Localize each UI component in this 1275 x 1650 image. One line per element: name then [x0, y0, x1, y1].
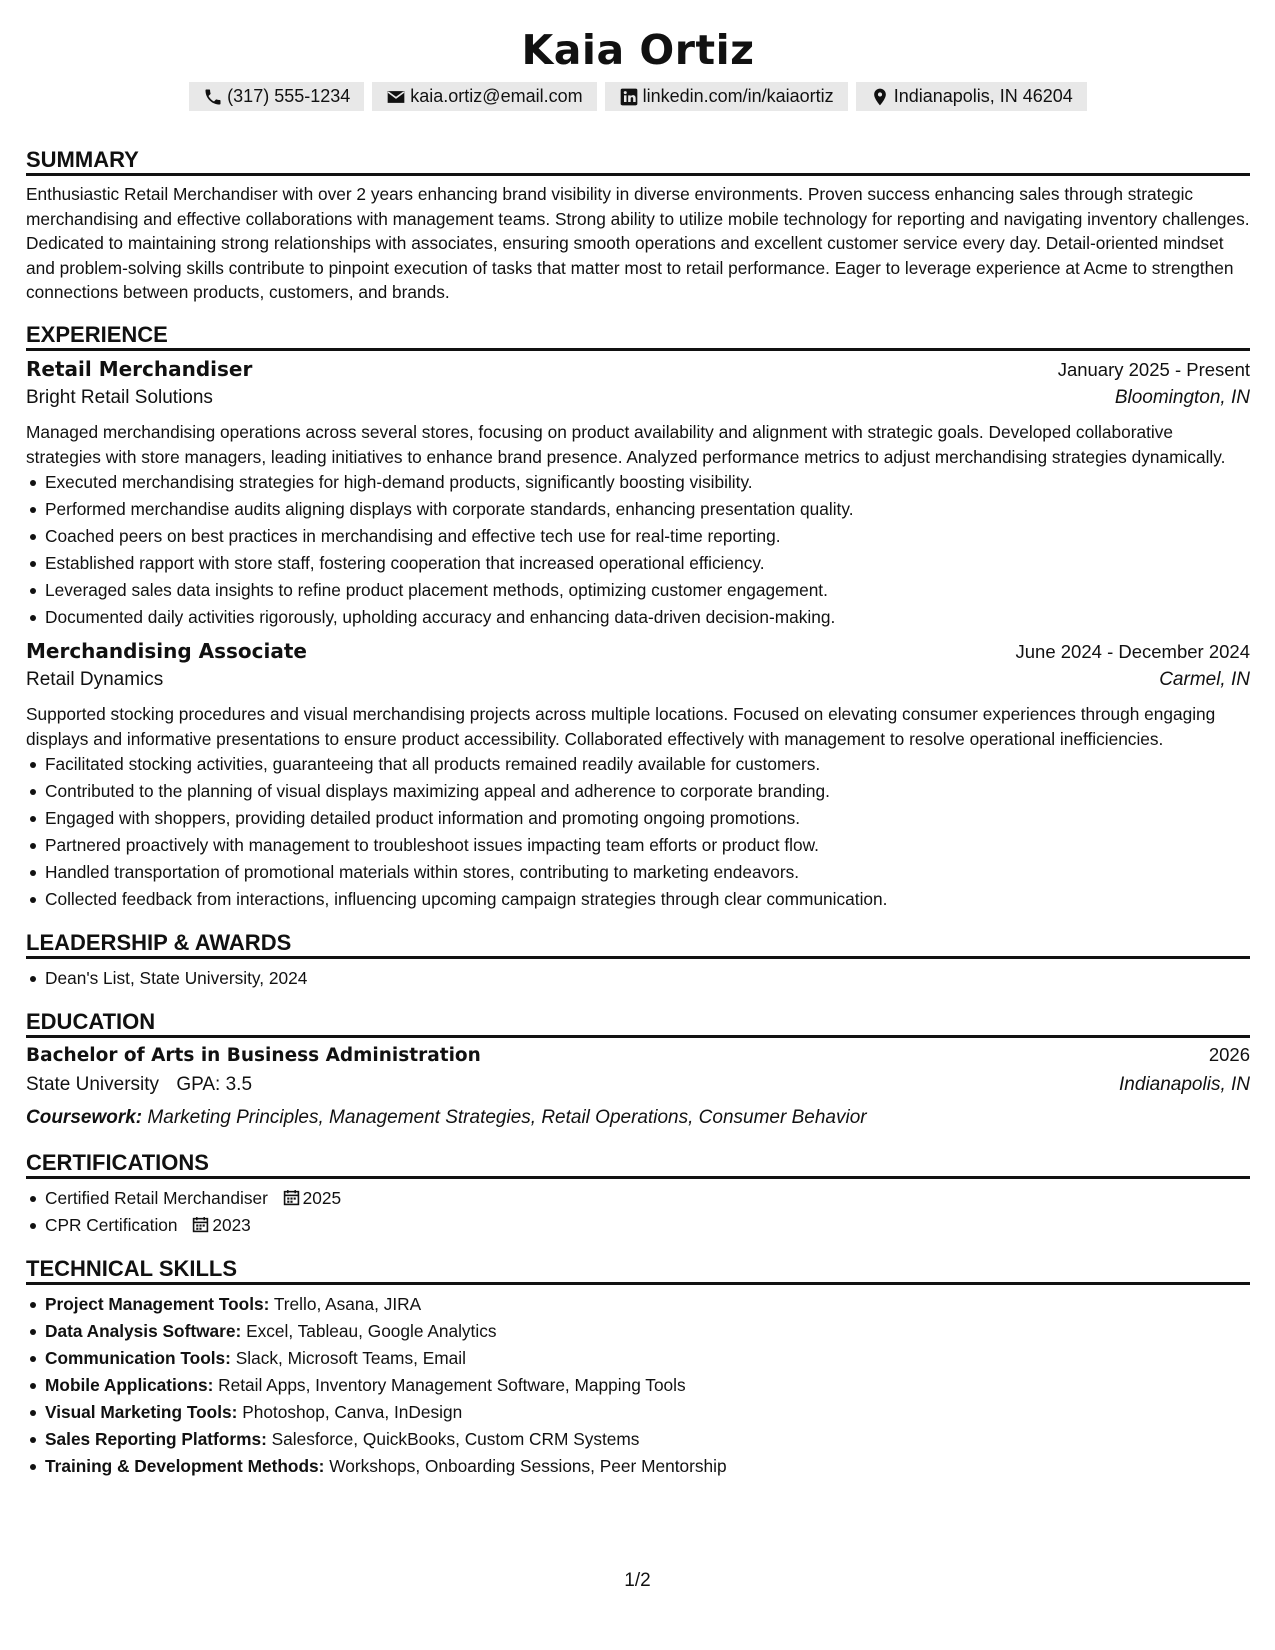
- location-text: Indianapolis, IN 46204: [893, 86, 1073, 106]
- skills-section: [26, 1253, 1250, 1480]
- list-item: [26, 1318, 1250, 1345]
- job-company: Bright Retail Solutions: [26, 386, 213, 408]
- envelope-icon: [386, 87, 406, 107]
- linkedin-chip[interactable]: [605, 82, 848, 111]
- list-item: Coached peers on best practices in merchandising and effective tech use for real-time reporting.: [26, 523, 1250, 550]
- linkedin-icon: [619, 87, 639, 107]
- linkedin-text: linkedin.com/in/kaiaortiz: [642, 86, 834, 106]
- skill-value: Retail Apps, Inventory Management Software, Mapping Tools: [218, 1375, 686, 1396]
- cert-name: CPR Certification: [45, 1215, 178, 1236]
- skill-value: Workshops, Onboarding Sessions, Peer Mentorship: [329, 1456, 727, 1477]
- list-item: Collected feedback from interactions, influencing upcoming campaign strategies through clear communication.: [26, 886, 1250, 913]
- job-dates: June 2024 - December 2024: [1015, 641, 1250, 663]
- email-chip[interactable]: [372, 82, 596, 111]
- skill-value: Excel, Tableau, Google Analytics: [246, 1321, 497, 1342]
- summary-section: [26, 144, 1250, 305]
- section-title: SUMMARY: [26, 144, 1250, 176]
- list-item: Engaged with shoppers, providing detailed product information and promoting ongoing promotions.: [26, 805, 1250, 832]
- skill-label: Data Analysis Software:: [45, 1321, 242, 1342]
- job-entry: [26, 357, 1250, 631]
- list-item: Handled transportation of promotional materials within stores, contributing to marketing endeavors.: [26, 859, 1250, 886]
- skill-label: Visual Marketing Tools:: [45, 1402, 238, 1423]
- list-item: Dean's List, State University, 2024: [26, 965, 1250, 992]
- location-chip: [856, 82, 1087, 111]
- list-item: [26, 1185, 1250, 1212]
- experience-section: [26, 319, 1250, 913]
- leadership-section: [26, 927, 1250, 992]
- list-item: [26, 1453, 1250, 1480]
- graduation-year: 2026: [1208, 1044, 1250, 1066]
- education-section: [26, 1006, 1250, 1129]
- skill-value: Slack, Microsoft Teams, Email: [235, 1348, 466, 1369]
- section-title: LEADERSHIP & AWARDS: [26, 927, 1250, 959]
- cert-year: 2023: [212, 1215, 251, 1236]
- leadership-list: [26, 965, 1250, 992]
- school-location: Indianapolis, IN: [1119, 1074, 1250, 1096]
- summary-text: Enthusiastic Retail Merchandiser with over 2 years enhancing brand visibility in diverse environments. Proven success enhancing sales through strategic merchandising and effective collaborations with management teams. Strong ability to utilize mobile technology for reporting and navigating inventory challenges. Dedicated to maintaining strong relationships with associates, ensuring smooth operations and excellent customer service every day. Detail-oriented mindset and problem-solving skills contribute to pinpoint execution of tasks that matter most to retail performance. Eager to leverage experience at Acme to strengthen connections between products, customers, and brands.: [26, 184, 1250, 303]
- list-item: Facilitated stocking activities, guaranteeing that all products remained readily available for customers.: [26, 751, 1250, 778]
- certifications-list: [26, 1185, 1250, 1239]
- job-role: Merchandising Associate: [26, 639, 307, 664]
- job-bullets: [26, 751, 1250, 913]
- job-company: Retail Dynamics: [26, 669, 164, 691]
- job-description: Supported stocking procedures and visual merchandising projects across multiple locations. Focused on elevating consumer experiences through engaging displays and informative presentations to ensure product accessibility. Collaborated effectively with management to resolve operational inefficiencies.: [26, 704, 1216, 749]
- list-item: Contributed to the planning of visual displays maximizing appeal and adherence to corporate branding.: [26, 778, 1250, 805]
- phone-chip: [189, 82, 364, 111]
- list-item: [26, 1399, 1250, 1426]
- section-title: CERTIFICATIONS: [26, 1147, 1250, 1179]
- coursework: [26, 1107, 1250, 1129]
- certifications-section: [26, 1147, 1250, 1239]
- list-item: [26, 1212, 1250, 1239]
- list-item: [26, 1426, 1250, 1453]
- list-item: Established rapport with store staff, fostering cooperation that increased operational efficiency.: [26, 550, 1250, 577]
- list-item: [26, 1291, 1250, 1318]
- list-item: Executed merchandising strategies for high-demand products, significantly boosting visibility.: [26, 469, 1250, 496]
- list-item: Documented daily activities rigorously, upholding accuracy and enhancing data-driven decision-making.: [26, 604, 1250, 631]
- school-name: State University: [26, 1074, 160, 1096]
- job-dates: January 2025 - Present: [1057, 358, 1250, 380]
- resume-page: [26, 0, 1250, 1480]
- skill-label: Training & Development Methods:: [45, 1456, 325, 1477]
- coursework-list: Marketing Principles, Management Strategies, Retail Operations, Consumer Behavior: [147, 1107, 867, 1129]
- job-location: Bloomington, IN: [1114, 386, 1250, 408]
- skill-value: Trello, Asana, JIRA: [273, 1294, 422, 1315]
- calendar-icon: [283, 1189, 300, 1206]
- skills-list: [26, 1291, 1250, 1480]
- coursework-label: Coursework:: [26, 1107, 143, 1129]
- contact-bar: [26, 82, 1250, 111]
- email-text: kaia.ortiz@email.com: [410, 86, 583, 106]
- list-item: [26, 1372, 1250, 1399]
- calendar-icon: [192, 1216, 209, 1233]
- skill-label: Sales Reporting Platforms:: [45, 1429, 267, 1450]
- phone-icon: [203, 87, 223, 107]
- section-title: EXPERIENCE: [26, 319, 1250, 351]
- map-pin-icon: [870, 87, 890, 107]
- skill-label: Project Management Tools:: [45, 1294, 270, 1315]
- skill-value: Salesforce, QuickBooks, Custom CRM Systems: [271, 1429, 640, 1450]
- page-number: 1/2: [624, 1570, 651, 1591]
- list-item: Performed merchandise audits aligning displays with corporate standards, enhancing presentation quality.: [26, 496, 1250, 523]
- list-item: Leveraged sales data insights to refine product placement methods, optimizing customer engagement.: [26, 577, 1250, 604]
- section-title: TECHNICAL SKILLS: [26, 1253, 1250, 1285]
- skill-label: Mobile Applications:: [45, 1375, 214, 1396]
- list-item: Partnered proactively with management to troubleshoot issues impacting team efforts or product flow.: [26, 832, 1250, 859]
- cert-year: 2025: [302, 1188, 342, 1209]
- job-entry: [26, 639, 1250, 913]
- candidate-name: Kaia Ortiz: [521, 26, 755, 74]
- phone-text: (317) 555-1234: [227, 86, 351, 106]
- skill-value: Photoshop, Canva, InDesign: [242, 1402, 463, 1423]
- skill-label: Communication Tools:: [45, 1348, 231, 1369]
- job-role: Retail Merchandiser: [26, 356, 253, 381]
- job-description: Managed merchandising operations across several stores, focusing on product availability and alignment with strategic goals. Developed collaborative strategies with store managers, leading initiatives to enhance brand presence. Analyzed performance metrics to adjust merchandising strategies dynamically.: [26, 421, 1226, 467]
- job-bullets: [26, 469, 1250, 631]
- degree: Bachelor of Arts in Business Administration: [26, 1045, 481, 1067]
- job-location: Carmel, IN: [1159, 669, 1250, 691]
- cert-name: Certified Retail Merchandiser: [45, 1188, 268, 1209]
- list-item: [26, 1345, 1250, 1372]
- section-title: EDUCATION: [26, 1006, 1250, 1038]
- gpa: GPA: 3.5: [176, 1074, 253, 1096]
